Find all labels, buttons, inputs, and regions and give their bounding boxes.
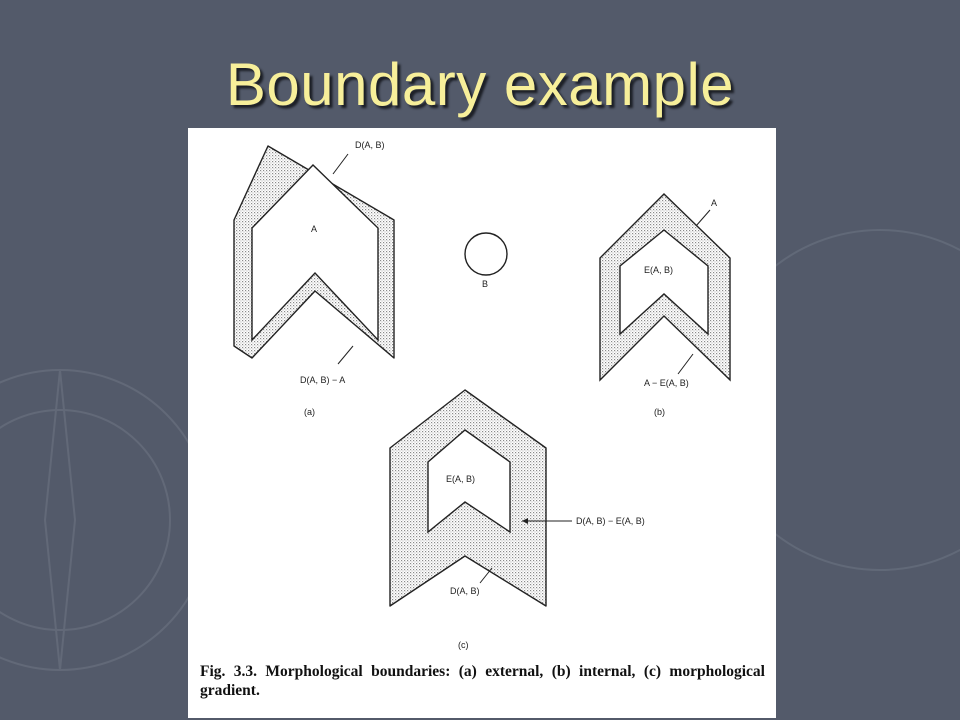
structuring-element-b bbox=[465, 233, 507, 275]
label-b-panel: (b) bbox=[654, 407, 665, 417]
label-c-gradient: D(A, B) − E(A, B) bbox=[576, 516, 645, 526]
panel-b-shapes bbox=[600, 194, 730, 380]
label-a-dilation: D(A, B) bbox=[355, 140, 385, 150]
figure-caption: Fig. 3.3. Morphological boundaries: (a) external, (b) internal, (c) morphological gradient. bbox=[200, 663, 765, 699]
label-b-boundary: A − E(A, B) bbox=[644, 378, 689, 388]
label-b-struct: B bbox=[482, 279, 489, 289]
label-c-dilation: D(A, B) bbox=[450, 586, 480, 596]
morphology-diagram bbox=[188, 128, 776, 718]
figure-image bbox=[188, 128, 776, 718]
label-b-erosion: E(A, B) bbox=[644, 265, 674, 275]
label-a-boundary: D(A, B) − A bbox=[300, 375, 346, 385]
slide-title: Boundary example bbox=[225, 51, 735, 118]
label-c-panel: (c) bbox=[458, 640, 469, 650]
label-a-set: A bbox=[311, 224, 318, 234]
label-c-erosion: E(A, B) bbox=[446, 474, 476, 484]
panel-c-shapes bbox=[390, 390, 572, 606]
panel-a-shapes bbox=[234, 146, 394, 364]
label-b-set: A bbox=[711, 198, 718, 208]
label-a-panel: (a) bbox=[304, 407, 315, 417]
